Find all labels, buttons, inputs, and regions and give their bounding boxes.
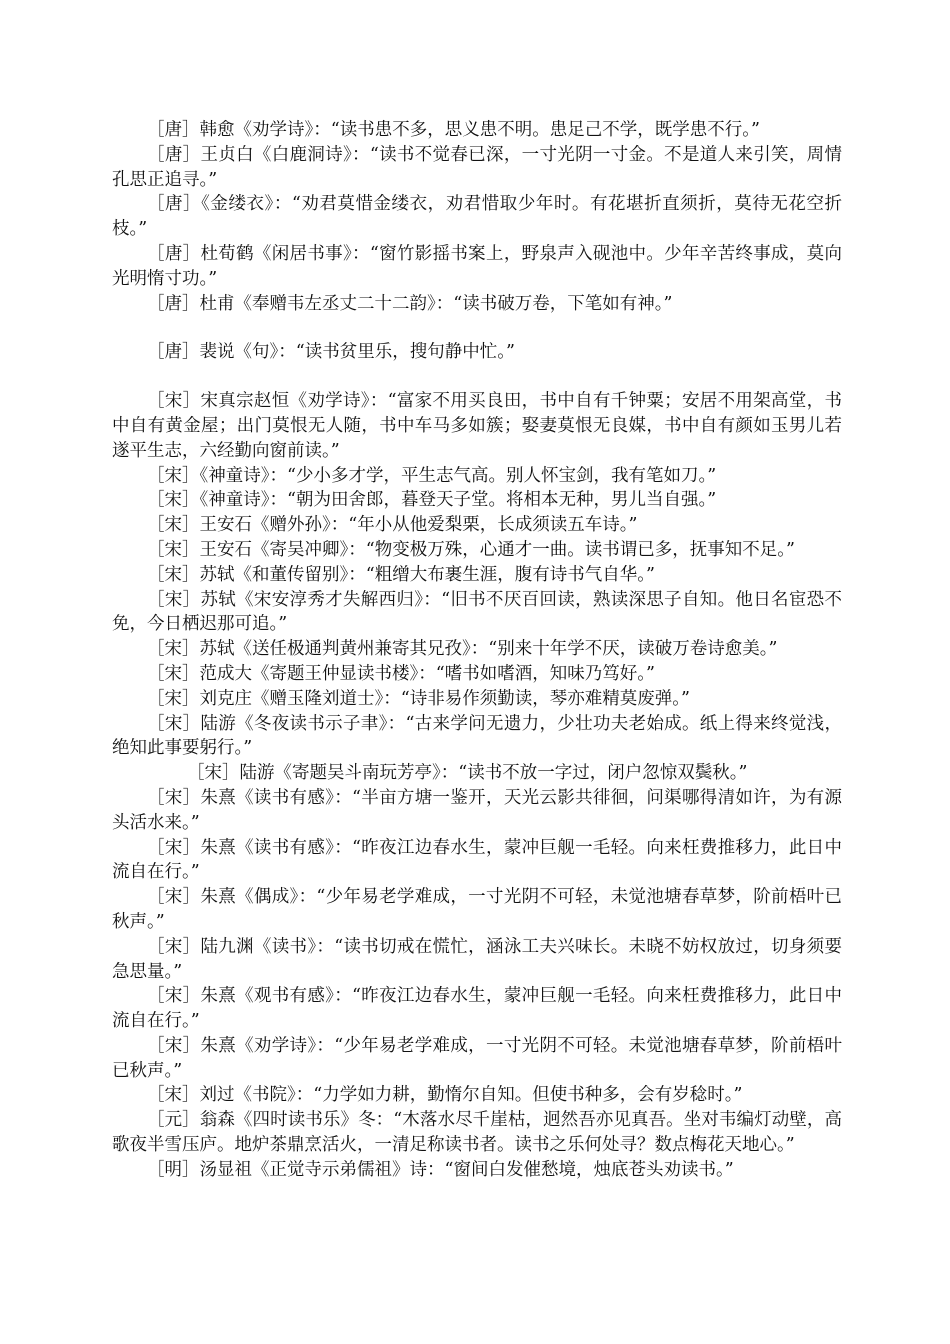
quote-paragraph: ［宋］朱熹《劝学诗》：“少年易老学难成，一寸光阴不可轻。未觉池塘春草梦，阶前梧叶已秋声。”	[112, 1035, 842, 1081]
quote-paragraph: ［宋］朱熹《观书有感》：“昨夜江边春水生，蒙冲巨舰一毛轻。向来枉费推移力，此日中流自在行。”	[112, 986, 842, 1032]
quote-paragraph: ［宋］苏轼《宋安淳秀才失解西归》：“旧书不厌百回读，熟读深思子自知。他日名宦恐不免，今日栖迟那可追。”	[112, 589, 842, 635]
quote-paragraph: ［唐］杜荀鹤《闲居书事》：“窗竹影摇书案上，野泉声入砚池中。少年辛苦终事成，莫向光明惰寸功。”	[112, 243, 842, 289]
quote-paragraph: ［宋］朱熹《偶成》：“少年易老学难成，一寸光阴不可轻，未觉池塘春草梦，阶前梧叶已秋声。”	[112, 887, 842, 932]
quote-paragraph: ［宋］《神童诗》：“朝为田舍郎，暮登天子堂。将相本无种，男儿当自强。”	[147, 490, 717, 511]
quote-paragraph: ［宋］朱熹《读书有感》：“昨夜江边春水生，蒙冲巨舰一毛轻。向来枉费推移力，此日中流自在行。”	[112, 837, 842, 883]
quote-paragraph: ［元］翁森《四时读书乐》冬：“木落水尽千崖枯，迥然吾亦见真吾。坐对韦编灯动壁，高歌夜半雪压庐。地炉茶鼎烹活火，一清足称读书者。读书之乐何处寻？数点梅花天地心。”	[112, 1110, 842, 1156]
quote-paragraph: ［宋］刘克庄《赠玉隆刘道士》：“诗非易作须勤读，琴亦难精莫废弹。”	[147, 688, 690, 709]
quote-paragraph: ［宋］陆游《寄题吴斗南玩芳亭》：“读书不放一字过，闭户忽惊双鬓秋。”	[187, 763, 748, 784]
quote-paragraph: ［宋］刘过《书院》：“力学如力耕，勤惰尔自知。但使书种多，会有岁稔时。”	[147, 1085, 743, 1106]
quote-paragraph: ［宋］苏轼《送任极通判黄州兼寄其兄孜》：“别来十年学不厌，读破万卷诗愈美。”	[147, 639, 778, 660]
quote-paragraph: ［唐］《金缕衣》：“劝君莫惜金缕衣，劝君惜取少年时。有花堪折直须折，莫待无花空折枝。”	[112, 194, 842, 240]
quote-paragraph: ［宋］《神童诗》：“少小多才学，平生志气高。别人怀宝剑，我有笔如刀。”	[147, 465, 717, 486]
quote-paragraph: ［唐］裴说《句》：“读书贫里乐，搜句静中忙。”	[147, 342, 515, 363]
quote-paragraph: ［宋］范成大《寄题王仲显读书楼》：“嗜书如嗜酒，知味乃笃好。”	[147, 663, 655, 684]
quote-paragraph: ［宋］王安石《寄吴冲卿》：“物变极万殊，心通才一曲。读书谓已多，抚事知不足。”	[147, 539, 795, 560]
quote-paragraph: ［宋］朱熹《读书有感》：“半亩方塘一鉴开，天光云影共徘徊，问渠哪得清如许，为有源头活水来。”	[112, 787, 842, 833]
blank-line	[112, 365, 842, 389]
quote-paragraph: ［宋］陆九渊《读书》：“读书切戒在慌忙，涵泳工夫兴味长。未晓不妨权放过，切身须要急思量。”	[112, 936, 842, 982]
quote-paragraph: ［宋］宋真宗赵恒《劝学诗》：“富家不用买良田，书中自有千钟粟；安居不用架高堂，书中自有黄金屋；出门莫恨无人随，书中车马多如簇；娶妻莫恨无良媒，书中自有颜如玉男儿若遂平生志，六经勤向窗前读。”	[112, 391, 842, 461]
quote-paragraph: ［唐］韩愈《劝学诗》：“读书患不多，思义患不明。患足己不学，既学患不行。”	[147, 120, 760, 140]
poem-quotes-list	[112, 118, 842, 1183]
quote-paragraph: ［明］汤显祖《正觉寺示弟儒祖》诗：“窗间白发催愁境，烛底苍头劝读书。”	[147, 1159, 734, 1180]
quote-paragraph: ［唐］王贞白《白鹿洞诗》：“读书不觉春已深，一寸光阴一寸金。不是道人来引笑，周情孔思正追寻。”	[112, 144, 842, 190]
quote-paragraph: ［宋］王安石《赠外孙》：“年小从他爱梨栗，长成须读五车诗。”	[147, 515, 638, 536]
quote-paragraph: ［宋］陆游《冬夜读书示子聿》：“古来学问无遗力，少壮功夫老始成。纸上得来终觉浅，绝知此事要躬行。”	[112, 713, 842, 759]
quote-paragraph: ［宋］苏轼《和董传留别》：“粗缯大布裹生涯，腹有诗书气自华。”	[147, 564, 655, 585]
blank-line	[112, 316, 842, 340]
quote-paragraph: ［唐］杜甫《奉赠韦左丞丈二十二韵》：“读书破万卷，下笔如有神。”	[147, 293, 673, 314]
